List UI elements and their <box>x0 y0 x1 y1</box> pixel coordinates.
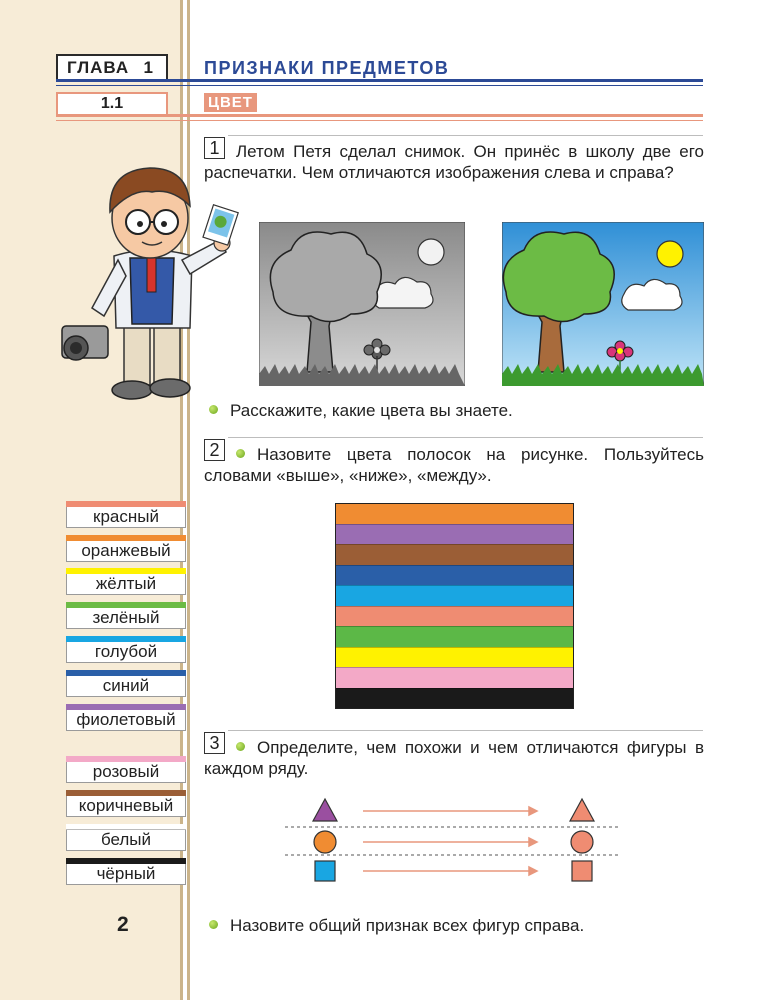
color-word-label <box>66 602 186 629</box>
header-rule <box>56 85 703 86</box>
task-1-prompt: Летом Петя сделал снимок. Он принёс в школу две его распечатки. Чем отличаются изображения слева и справа? <box>204 142 704 182</box>
purple-triangle <box>313 799 337 821</box>
salmon-triangle <box>570 799 594 821</box>
section-rule <box>56 120 703 121</box>
task-3-number: 3 <box>204 732 225 754</box>
task-1-bullet <box>209 401 513 421</box>
color-word-label <box>66 535 186 562</box>
task-rule <box>228 730 703 731</box>
task-2-number: 2 <box>204 439 225 461</box>
color-swatch <box>66 568 186 574</box>
color-word: оранжевый <box>81 541 171 560</box>
section-rule <box>56 114 703 117</box>
color-word: голубой <box>94 642 158 661</box>
color-word: жёлтый <box>95 574 157 593</box>
task-2-prompt: Назовите цвета полосок на рисунке. Пользуйтесь словами «выше», «ниже», «между». <box>204 445 704 485</box>
color-stripe <box>336 504 573 524</box>
chapter-word: ГЛАВА <box>67 57 130 77</box>
color-word-label <box>66 756 186 783</box>
task-rule <box>228 135 703 136</box>
task-1-number: 1 <box>204 137 225 159</box>
color-stripe <box>336 667 573 688</box>
color-word-label <box>66 704 186 731</box>
task-3-question: Назовите общий признак всех фигур справа. <box>230 916 585 935</box>
color-stripe <box>336 585 573 606</box>
color-photo <box>502 222 704 386</box>
salmon-circle <box>571 831 593 853</box>
color-word: зелёный <box>92 608 160 627</box>
color-word: фиолетовый <box>76 710 176 729</box>
color-word: коричневый <box>78 796 174 815</box>
task-1-text <box>204 141 704 183</box>
color-stripe <box>336 565 573 586</box>
color-swatch <box>66 670 186 676</box>
color-word: синий <box>102 676 150 695</box>
color-word-label <box>66 858 186 885</box>
chapter-title: ПРИЗНАКИ ПРЕДМЕТОВ <box>204 58 450 78</box>
grayscale-photo <box>259 222 465 386</box>
bullet-icon <box>236 742 245 751</box>
color-swatch <box>66 790 186 796</box>
task-rule <box>228 437 703 438</box>
color-swatch <box>66 858 186 864</box>
salmon-square <box>572 861 592 881</box>
page-number: 2 <box>117 913 129 936</box>
task-3-prompt: Определите, чем похожи и чем отличаются фигуры в каждом ряду. <box>204 738 704 778</box>
shapes-diagram <box>285 795 620 890</box>
blue-square <box>315 861 335 881</box>
color-word-label <box>66 790 186 817</box>
task-3-bullet <box>209 916 584 936</box>
bullet-icon <box>209 920 218 929</box>
color-word-label <box>66 824 186 851</box>
color-stripe <box>336 524 573 545</box>
color-stripes <box>335 503 574 709</box>
color-word: красный <box>93 507 159 526</box>
color-swatch <box>66 501 186 507</box>
color-word: розовый <box>92 762 160 781</box>
color-swatch <box>66 535 186 541</box>
color-swatch <box>66 636 186 642</box>
boy-illustration <box>52 148 242 410</box>
color-word-label <box>66 568 186 595</box>
task-3-text <box>204 737 704 779</box>
bullet-icon <box>236 449 245 458</box>
color-swatch <box>66 602 186 608</box>
color-stripe <box>336 606 573 627</box>
color-swatch <box>66 704 186 710</box>
color-word: белый <box>100 830 152 849</box>
color-swatch <box>66 824 186 830</box>
color-word-label <box>66 670 186 697</box>
section-title: ЦВЕТ <box>204 93 257 112</box>
color-stripe <box>336 647 573 668</box>
color-stripe <box>336 688 573 709</box>
color-stripe <box>336 626 573 647</box>
task-1-question: Расскажите, какие цвета вы знаете. <box>230 401 513 420</box>
color-word-label <box>66 501 186 528</box>
task-2-text <box>204 444 704 486</box>
color-word-label <box>66 636 186 663</box>
color-stripe <box>336 544 573 565</box>
section-number: 1.1 <box>56 92 168 116</box>
header-rule <box>56 79 703 82</box>
bullet-icon <box>209 405 218 414</box>
orange-circle <box>314 831 336 853</box>
color-word: чёрный <box>96 864 156 883</box>
chapter-label <box>56 54 168 81</box>
color-swatch <box>66 756 186 762</box>
chapter-number: 1 <box>143 57 154 77</box>
